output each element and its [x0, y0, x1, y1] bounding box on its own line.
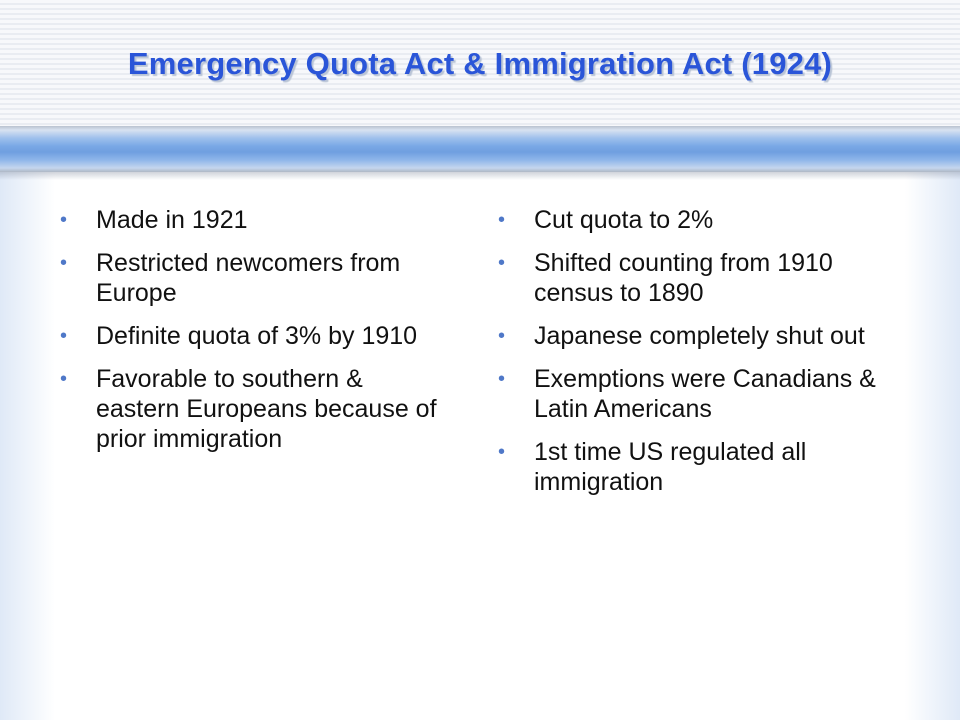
list-item: [60, 321, 450, 351]
bullet-icon: •: [498, 252, 506, 274]
list-item: [498, 364, 908, 424]
list-item-text: Exemptions were Canadians & Latin Americans: [534, 365, 876, 423]
list-item-text: Cut quota to 2%: [534, 206, 714, 234]
list-item-text: Definite quota of 3% by 1910: [96, 322, 418, 350]
list-item-text: Favorable to southern & eastern Europeans because of prior immigration: [96, 365, 437, 453]
slide-title: Emergency Quota Act & Immigration Act (1924): [127, 46, 833, 81]
list-item: [60, 364, 450, 454]
bullet-icon: •: [60, 252, 68, 274]
bullet-icon: •: [498, 209, 506, 231]
bullet-icon: •: [60, 325, 68, 347]
left-bullet-list: [60, 205, 450, 467]
title-divider-shadow: [0, 172, 960, 180]
bullet-icon: •: [60, 368, 68, 390]
bullet-icon: •: [60, 209, 68, 231]
bullet-icon: •: [498, 441, 506, 463]
list-item: [498, 205, 908, 235]
list-item-text: 1st time US regulated all immigration: [534, 438, 807, 496]
list-item: [60, 205, 450, 235]
list-item-text: Made in 1921: [96, 206, 248, 234]
list-item-text: Japanese completely shut out: [534, 322, 865, 350]
bullet-icon: •: [498, 368, 506, 390]
bullet-icon: •: [498, 325, 506, 347]
list-item: [498, 248, 908, 308]
list-item-text: Restricted newcomers from Europe: [96, 249, 401, 307]
right-bullet-list: [498, 205, 908, 510]
title-divider-bar: [0, 126, 960, 172]
list-item: [498, 437, 908, 497]
list-item-text: Shifted counting from 1910 census to 1890: [534, 249, 833, 307]
list-item: [498, 321, 908, 351]
list-item: [60, 248, 450, 308]
